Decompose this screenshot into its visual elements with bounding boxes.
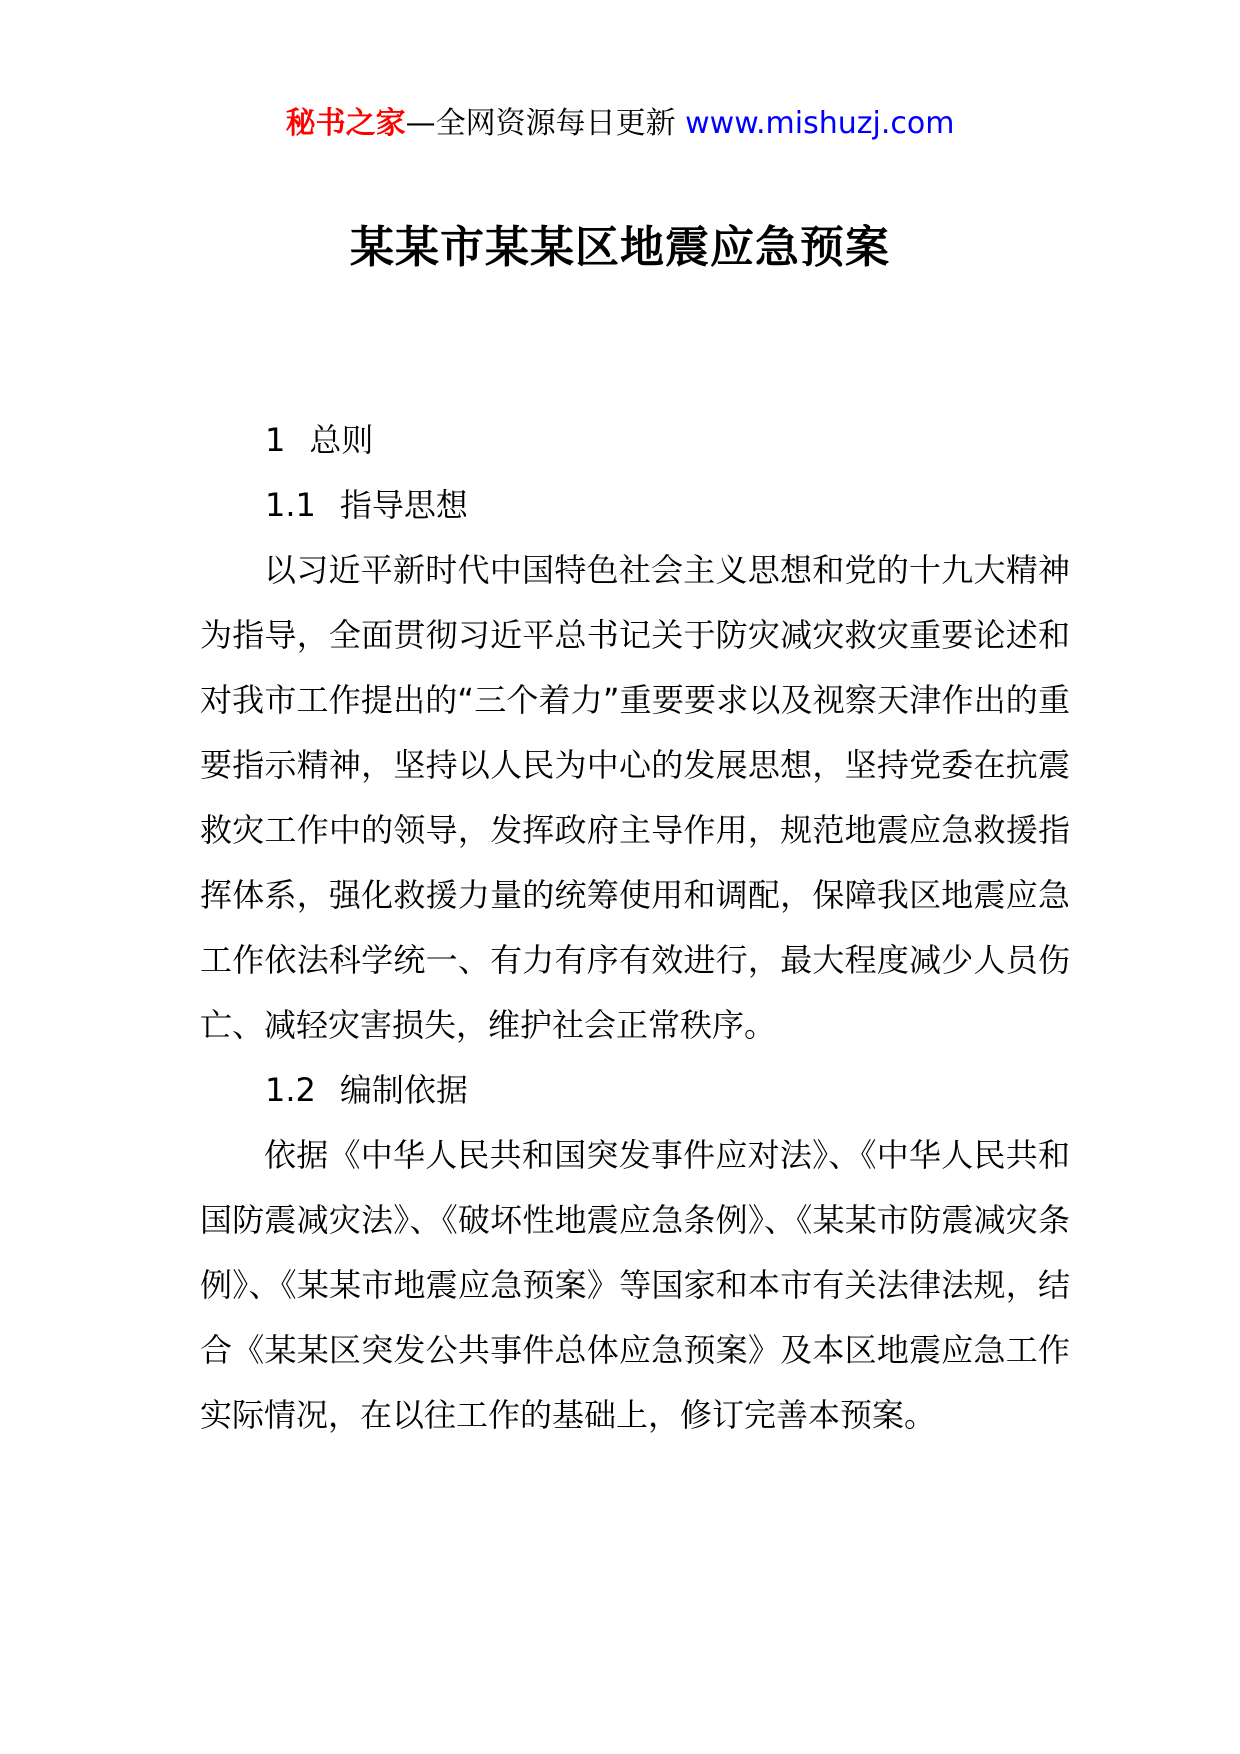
site-header [0,100,1240,148]
section-heading-1-1 [265,473,468,538]
site-url-link[interactable]: www.mishuzj.com [685,106,955,141]
paragraph-basis [200,1123,1070,1448]
paragraph-text: 以习近平新时代中国特色社会主义思想和党的十九大精神为指导，全面贯彻习近平总书记关于防灾减灾救灾重要论述和对我市工作提出的“三个着力”重要要求以及视察天津作出的重要指示精神，坚持以人民为中心的发展思想，坚持党委在抗震救灾工作中的领导，发挥政府主导作用，规范地震应急救援指挥体系，强化救援力量的统筹使用和调配，保障我区地震应急工作依法科学统一、有力有序有效进行，最大程度减少人员伤亡、减轻灾害损失，维护社会正常秩序。 [200,551,1070,1044]
section-title: 编制依据 [339,1071,468,1109]
paragraph-text: 依据《中华人民共和国突发事件应对法》、《中华人民共和国防震减灾法》、《破坏性地震应急条例》、《某某市防震减灾条例》、《某某市地震应急预案》等国家和本市有关法律法规，结合《某某区突发公共事件总体应急预案》及本区地震应急工作实际情况，在以往工作的基础上，修订完善本预案。 [200,1136,1070,1434]
site-brand: 秘书之家 [285,106,406,141]
document-title: 某某市某某区地震应急预案 [350,222,890,273]
section-heading-1-2 [265,1058,468,1123]
site-tagline: —全网资源每日更新 [405,106,676,141]
section-number: 1.1 [265,486,316,524]
section-number: 1 [265,421,286,459]
paragraph-guiding-ideology [200,538,1070,1058]
section-number: 1.2 [265,1071,316,1109]
section-title: 指导思想 [339,486,468,524]
section-title: 总则 [309,421,374,459]
section-heading-1 [265,408,373,473]
